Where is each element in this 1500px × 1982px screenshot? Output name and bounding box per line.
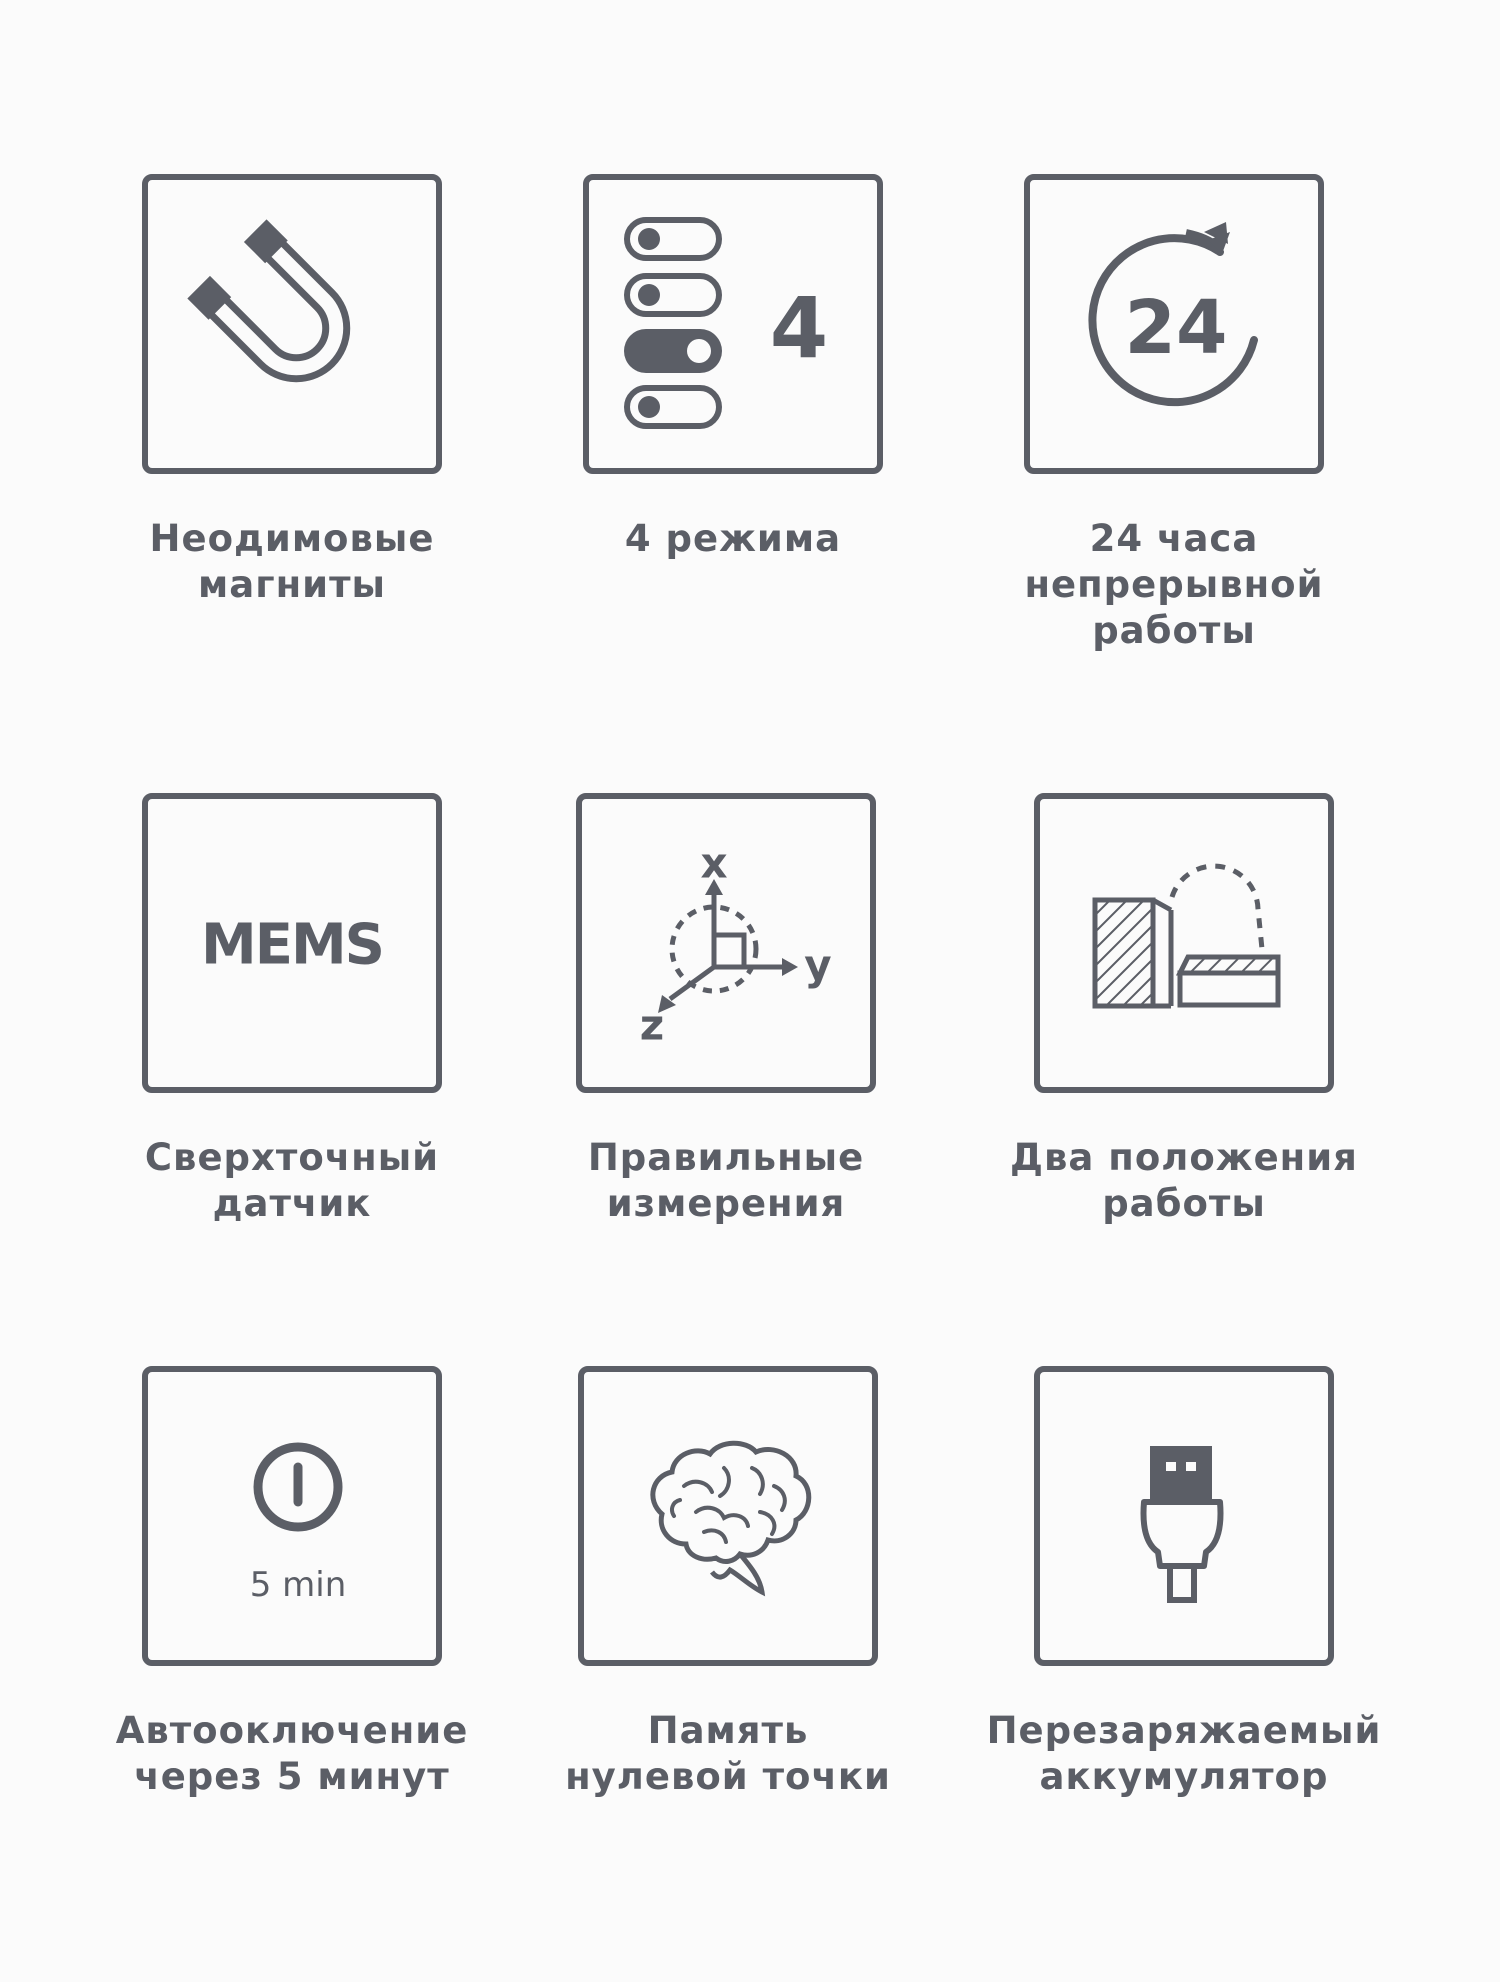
hours-count-text: 24 <box>1124 285 1228 371</box>
feature-tile-autooff <box>142 1366 442 1666</box>
feature-caption-memory: Память нулевой точки <box>565 1709 891 1798</box>
axis-z-label: z <box>639 1000 665 1050</box>
xyz-axes-icon <box>582 799 870 1087</box>
modes-toggle-icon <box>589 180 877 468</box>
magnet-icon <box>148 180 436 468</box>
feature-caption-autooff: Автооключение через 5 минут <box>115 1709 469 1798</box>
24-hour-cycle-icon <box>1030 180 1318 468</box>
axis-y-label: y <box>804 940 832 990</box>
timer-text: 5 min <box>249 1565 347 1605</box>
two-positions-icon <box>1040 799 1328 1087</box>
feature-tile-mems <box>142 793 442 1093</box>
feature-caption-modes: 4 режима <box>624 517 842 560</box>
feature-tile-magnets <box>142 174 442 474</box>
axis-x-label: x <box>700 838 728 888</box>
feature-caption-24h: 24 часа непрерывной работы <box>1024 517 1324 652</box>
feature-caption-mems: Сверхточный датчик <box>144 1136 440 1225</box>
mems-sensor-icon <box>148 799 436 1087</box>
power-timer-icon <box>148 1372 436 1660</box>
feature-tile-positions <box>1034 793 1334 1093</box>
feature-caption-battery: Перезаряжаемый аккумулятор <box>986 1709 1382 1798</box>
feature-tile-battery <box>1034 1366 1334 1666</box>
feature-tile-axes <box>576 793 876 1093</box>
feature-tile-modes <box>583 174 883 474</box>
feature-caption-axes: Правильные измерения <box>587 1136 865 1225</box>
modes-count-text: 4 <box>769 279 829 377</box>
mems-text: MEMS <box>200 912 384 978</box>
brain-icon <box>584 1372 872 1660</box>
usb-plug-icon <box>1040 1372 1328 1660</box>
feature-caption-positions: Два положения работы <box>1010 1136 1358 1225</box>
feature-tile-memory <box>578 1366 878 1666</box>
feature-tile-24h <box>1024 174 1324 474</box>
feature-caption-magnets: Неодимовые магниты <box>149 517 435 606</box>
